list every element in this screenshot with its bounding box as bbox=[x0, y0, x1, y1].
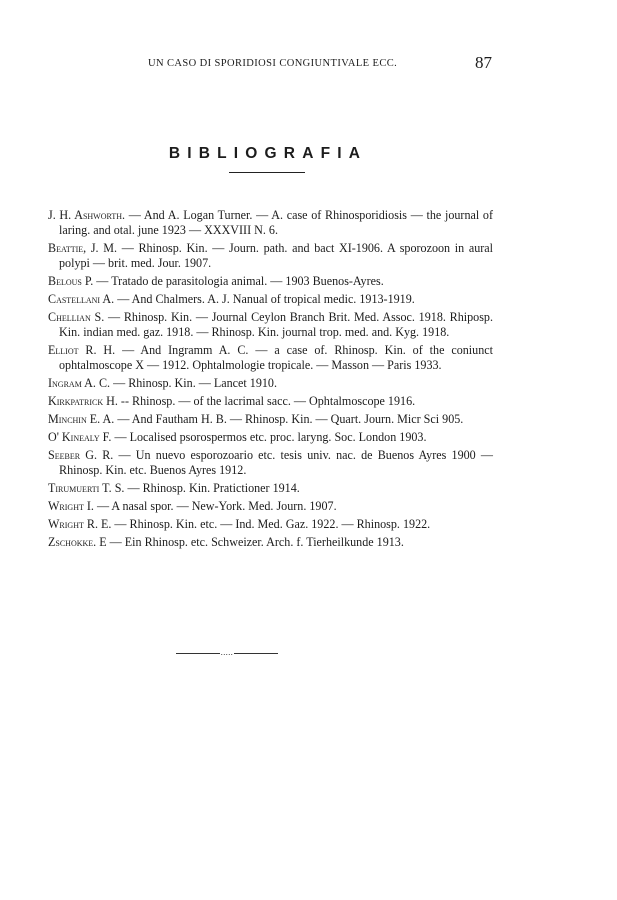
entry-author: Tirumuerti T. S. bbox=[48, 481, 125, 495]
ornament-left-rule bbox=[176, 653, 220, 654]
entry-text: — And A. Logan Turner. — A. case of Rhinosporidiosis — the journal of laring. and otal. june 1923 — XXXVIII N. 6. bbox=[59, 208, 493, 237]
entry-author: Elliot R. H. bbox=[48, 343, 116, 357]
title-underline-rule bbox=[229, 172, 305, 173]
entry-text: — Localised psorospermos etc. proc. laryng. Soc. London 1903. bbox=[111, 430, 427, 444]
bibliography-list bbox=[48, 208, 493, 553]
bibliography-entry bbox=[48, 292, 493, 307]
bibliography-entry bbox=[48, 241, 493, 271]
entry-author: O' Kinealy F. bbox=[48, 430, 112, 444]
section-title: BIBLIOGRAFIA bbox=[168, 145, 368, 162]
ornament-dots: ..... bbox=[220, 648, 234, 657]
bibliography-entry bbox=[48, 517, 493, 532]
entry-text: — Tratado de parasitologia animal. — 1903 Buenos-Ayres. bbox=[93, 274, 384, 288]
entry-author: Chellian S. bbox=[48, 310, 105, 324]
entry-text: — And Ingramm A. C. — a case of. Rhinosp. Kin. of the coniunct ophtalmoscope X — 1912. Ophtalmologie tropicale. — Masson — Paris 1933. bbox=[59, 343, 493, 372]
bibliography-entry bbox=[48, 376, 493, 391]
entry-text: -- Rhinosp. — of the lacrimal sacc. — Ophtalmoscope 1916. bbox=[117, 394, 416, 408]
entry-text: — Rhinosp. Kin. — Journal Ceylon Branch Brit. Med. Assoc. 1918. Rhiposp. Kin. indian med. gaz. 1918. — Rhinosp. Kin. journal trop. med. and. Kyg. 1918. bbox=[59, 310, 493, 339]
entry-author: J. H. Ashworth. bbox=[48, 208, 126, 222]
page-number: 87 bbox=[475, 53, 492, 72]
entry-author: Beattie, J. M. bbox=[48, 241, 118, 255]
entry-author: Belous P. bbox=[48, 274, 94, 288]
entry-author: Kirkpatrick H. bbox=[48, 394, 118, 408]
entry-author: Seeber G. R. bbox=[48, 448, 114, 462]
bibliography-entry bbox=[48, 394, 493, 409]
bibliography-entry bbox=[48, 448, 493, 478]
entry-author: Zschokke. E bbox=[48, 535, 107, 549]
entry-text: — Rhinosp. Kin. — Lancet 1910. bbox=[110, 376, 277, 390]
entry-text: — Rhinosp. Kin. Pratictioner 1914. bbox=[124, 481, 300, 495]
bibliography-entry bbox=[48, 208, 493, 238]
bibliography-entry bbox=[48, 274, 493, 289]
bibliography-entry bbox=[48, 430, 493, 445]
entry-author: Ingram A. C. bbox=[48, 376, 111, 390]
bibliography-entry bbox=[48, 412, 493, 427]
bibliography-entry bbox=[48, 481, 493, 496]
bibliography-entry bbox=[48, 343, 493, 373]
ornament-right-rule bbox=[234, 653, 278, 654]
bibliography-entry bbox=[48, 499, 493, 514]
entry-author: Castellani A. bbox=[48, 292, 115, 306]
entry-author: Wright R. E. bbox=[48, 517, 112, 531]
bibliography-entry bbox=[48, 310, 493, 340]
bibliography-entry bbox=[48, 535, 493, 550]
end-ornament bbox=[176, 649, 278, 657]
entry-text: — Ein Rhinosp. etc. Schweizer. Arch. f. Tierheilkunde 1913. bbox=[106, 535, 404, 549]
entry-text: — And Chalmers. A. J. Nanual of tropical medic. 1913-1919. bbox=[114, 292, 415, 306]
entry-text: — Rhinosp. Kin. etc. — Ind. Med. Gaz. 1922. — Rhinosp. 1922. bbox=[111, 517, 431, 531]
entry-text: — Rhinosp. Kin. — Journ. path. and bact XI-1906. A sporozoon in aural polypi — brit. med. Jour. 1907. bbox=[59, 241, 493, 270]
entry-text: — And Fautham H. B. — Rhinosp. Kin. — Quart. Journ. Micr Sci 905. bbox=[114, 412, 464, 426]
entry-author: Minchin E. A. bbox=[48, 412, 115, 426]
entry-text: — Un nuevo esporozoario etc. tesis univ. nac. de Buenos Ayres 1900 — Rhinosp. Kin. etc. Buenos Ayres 1912. bbox=[59, 448, 493, 477]
running-title: UN CASO DI SPORIDIOSI CONGIUNTIVALE ECC. bbox=[148, 58, 398, 69]
entry-text: — A nasal spor. — New-York. Med. Journ. 1907. bbox=[93, 499, 337, 513]
entry-author: Wright I. bbox=[48, 499, 94, 513]
